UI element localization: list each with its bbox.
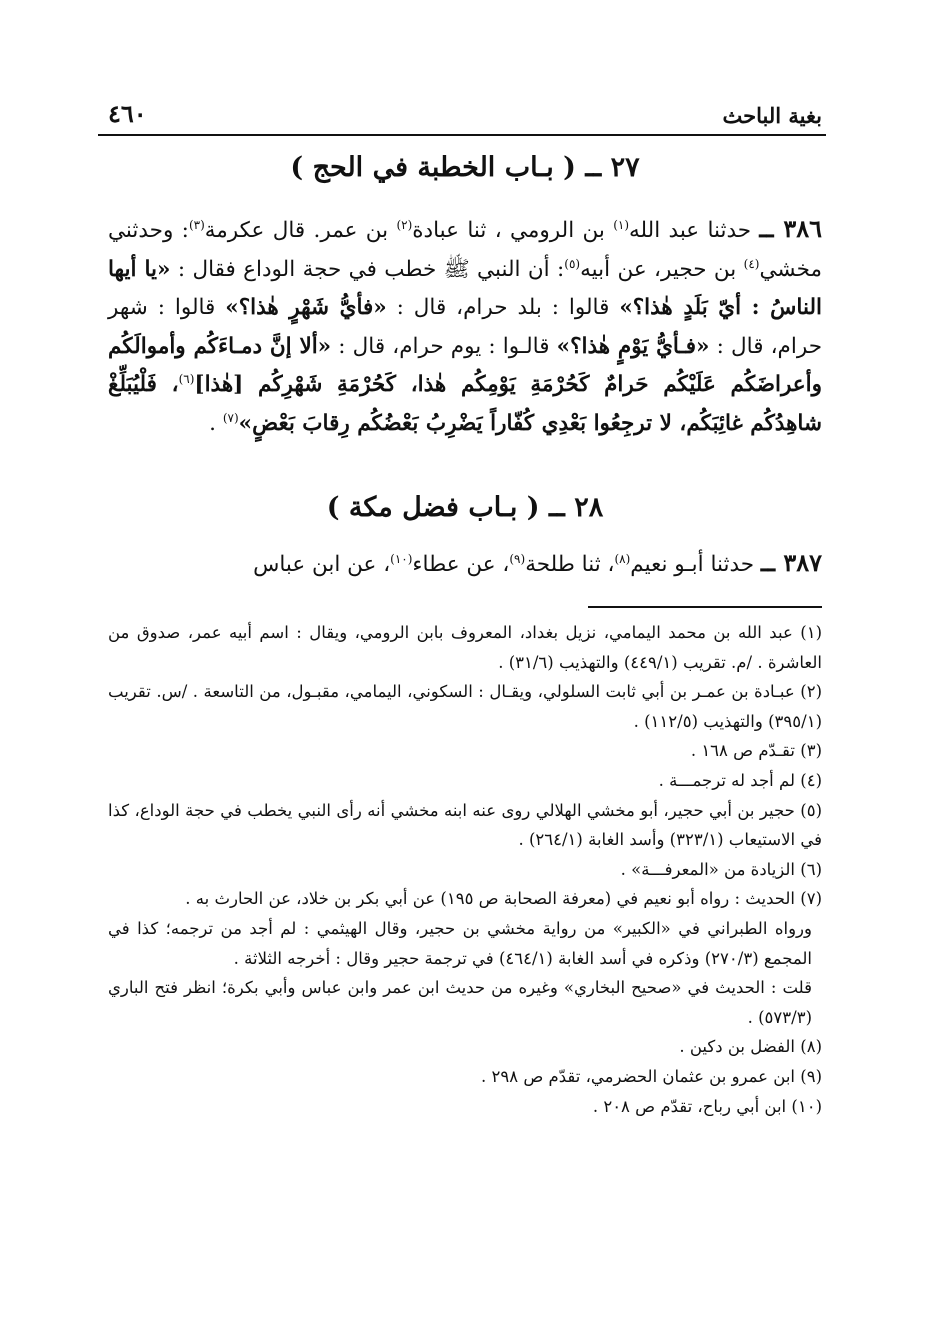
footnote-rule [588,606,822,608]
header-rule [98,134,826,136]
footnote-ref: (٢) [396,217,413,232]
hadith-387 [108,544,822,585]
hadith-386 [108,210,822,443]
hadith-text: . [209,410,223,436]
footnote-6: (٦) الزيادة من «المعرفـــة» . [620,859,822,879]
footnote-ref: (٨) [614,551,631,566]
hadith-text: حدثنا عبد الله [629,218,760,243]
footnote-2: (٢) عبـادة بن عمـر بن أبي ثابت السلولي، ويقـال : السكوني، اليمامي، مقبـول، من التاسعة . /س. تقريب (٣٩٥/١) والتهذيب (١١٢/٥) . [108,682,822,731]
footnote-ref: (١) [613,217,630,232]
page-number: ٤٦٠ [108,99,147,128]
footnote-4: (٤) لم أجد له ترجمـــة . [658,770,822,790]
hadith-number: ٣٨٦ ــ [759,214,822,243]
hadith-text: ، عن ابن عباس [253,552,391,577]
hadith-text: : أن النبي ﷺ خطب في حجة الوداع فقال : [170,256,565,282]
hadith-number: ٣٨٧ ــ [760,548,822,577]
footnote-9: (٩) ابن عمرو بن عثمان الحضرمي، تقدّم ص ٢٩٨ . [480,1066,822,1086]
hadith-text: بن عمر. قال عكرمة [204,218,397,243]
hadith-text: حدثنا أبـو نعيم [630,552,761,577]
footnote-ref: (٣) [188,217,205,232]
prophetic-speech: «فـأيُّ يَوْمٍ هٰذا؟» [556,333,710,359]
prophetic-speech: «فأيُّ شَهْرٍ هٰذا؟» [225,295,387,320]
prophetic-speech: «يا أيها الناسُ : أيّ بَلَدٍ هٰذا؟» [108,256,822,320]
hadith-text: بن الرومي ، ثنا عبادة [412,218,614,243]
prophetic-speech: «ألا إنَّ دمـاءَكُم وأموالَكُم وأعراضَكُم عَلَيْكُم حَرامٌ كَحُرْمَةِ يَوْمِكُم هٰذا، كَحُرْمَةِ شَهْرِكُم [هٰذا] [108,333,822,397]
hadith-text: قالوا : بلد حرام، قال : [386,295,620,320]
footnote-3: (٣) تقـدّم ص ١٦٨ . [690,741,822,761]
footnote-10: (١٠) ابن أبي رباح، تقدّم ص ٢٠٨ . [592,1096,822,1116]
hadith-text: ، عن عطاء [412,552,510,577]
page-header [108,88,822,128]
footnote-1: (١) عبد الله بن محمد اليمامي، نزيل بغداد، المعروف بابن الرومي، ويقال : اسم أبيه عمر، صدوق من العاشرة . /م. تقريب (٤٤٩/١) والتهذيب (٣١/٦) . [108,623,822,672]
footnote-7-comment: قلت : الحديث في «صحيح البخاري» وغيره من حديث ابن عمر وابن عباس وأبي بكرة؛ انظر فتح الباري (٥٧٣/٣) . [108,978,812,1027]
footnote-ref: (٧) [222,410,239,425]
prophetic-speech: ، فَلْيُبَلِّغْ شاهِدُكُم غائِبَكُم، لا ترجِعُوا بَعْدِي كُفّاراً يَضْرِبُ بَعْضُكُم رِقابَ بَعْضٍ» [108,372,822,436]
footnote-ref: (١٠) [390,551,413,566]
footnote-ref: (٩) [509,551,526,566]
chapter-heading-28: ٢٨ ــ ( بـاب فضل مكة ) [326,492,604,523]
footnote-ref: (٥) [564,256,581,271]
hadith-text: قالـوا : يوم حرام، قال : [331,333,557,359]
footnote-ref: (٦) [178,371,195,386]
chapter-heading-27: ٢٧ ــ ( بـاب الخطبة في الحج ) [290,152,640,183]
footnotes [108,618,822,1121]
hadith-text: بن حجير، عن أبيه [580,256,744,282]
footnote-7-continued: ورواه الطبراني في «الكبير» من رواية مخشي بن حجير، وقال الهيثمي : لم أجد من ترجمه؛ كذا في المجمع (٢٧٠/٣) وذكره في أسد الغابة (٤٦٤/١) في ترجمة حجير وقال : أخرجه الثلاثة . [108,918,812,968]
running-title: بغية الباحث [722,103,822,128]
hadith-text: : وحدثني مخشي [108,218,822,282]
footnote-8: (٨) الفضل بن دكين . [679,1037,822,1057]
footnote-ref: (٤) [743,256,760,271]
footnote-5: (٥) حجير بن أبي حجير، أبو مخشي الهلالي روى عنه ابنه مخشي أنه رأى النبي يخطب في حجة الوداع، كذا في الاستيعاب (٣٢٣/١) وأسد الغابة (٢٦٤/١) . [108,800,822,850]
footnote-7: (٧) الحديث : رواه أبو نعيم في (معرفة الصحابة ص ١٩٥) عن أبي بكر بن خلاد، عن الحارث به . [185,889,822,909]
hadith-text: ، ثنا طلحة [525,552,615,577]
hadith-text: قالوا : شهر حرام، قال : [108,295,822,359]
